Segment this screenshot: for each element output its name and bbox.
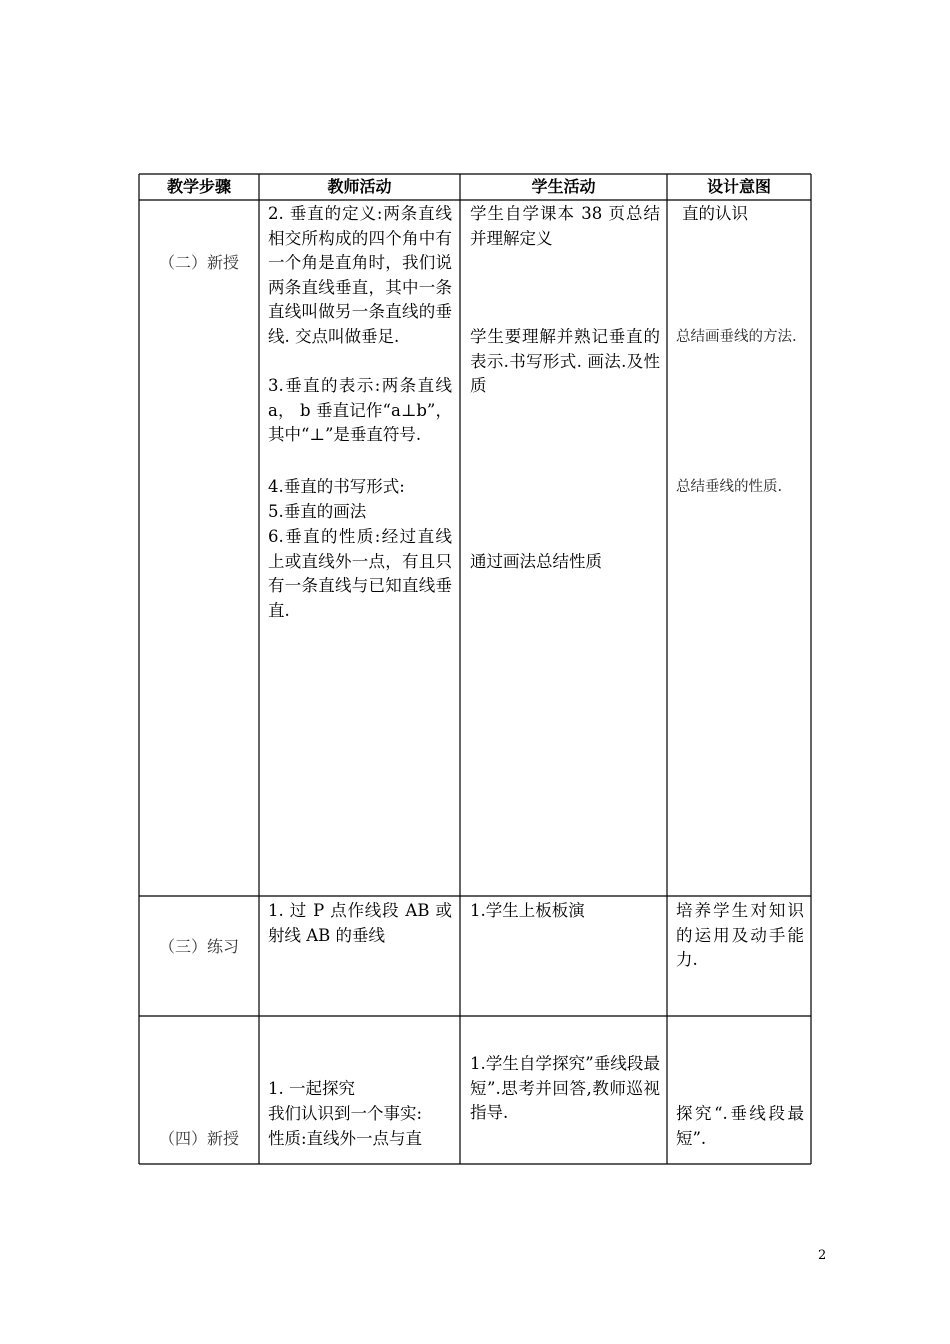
- row1-teacher-property: 6.垂直的性质:经过直线上或直线外一点，有且只有一条直线与已知直线垂直.: [268, 527, 452, 620]
- row1-student-memorize: 学生要理解并熟记垂直的表示.书写形式. 画法.及性质: [470, 327, 660, 395]
- row3-intent-shortest: 探究“.垂线段最短”.: [676, 1104, 804, 1148]
- row1-intent-recognize: 直的认识: [682, 204, 748, 223]
- row2-intent-ability: 培养学生对知识的运用及动手能力.: [676, 901, 804, 969]
- row1-teacher-notation: 3.垂直的表示:两条直线 a， b 垂直记作“a⊥b”，其中“⊥”是垂直符号.: [268, 376, 452, 444]
- page-number: 2: [818, 1248, 827, 1263]
- header-teacher: 教师活动: [327, 177, 392, 196]
- row3-teacher-property: 性质:直线外一点与直: [268, 1129, 423, 1148]
- row3-student-explore: 1.学生自学探究”垂线段最短”.思考并回答,教师巡视指导.: [470, 1054, 660, 1122]
- header-intent: 设计意图: [706, 177, 771, 196]
- row3-teacher-fact: 我们认识到一个事实:: [268, 1104, 423, 1123]
- row3-teacher-explore: 1. 一起探究: [268, 1079, 355, 1098]
- row1-intent-property: 总结垂线的性质.: [676, 479, 783, 495]
- row2-student-board: 1.学生上板板演: [470, 901, 585, 920]
- header-step: 教学步骤: [166, 177, 231, 196]
- row2-teacher-exercise: 1. 过 P 点作线段 AB 或射线 AB 的垂线: [268, 901, 452, 945]
- row1-student-selfstudy: 学生自学课本 38 页总结并理解定义: [470, 204, 660, 248]
- row1-teacher-drawing: 5.垂直的画法: [268, 502, 367, 521]
- row2-step: （三）练习: [158, 937, 239, 956]
- row1-intent-method: 总结画垂线的方法.: [676, 329, 797, 345]
- row1-student-summarize: 通过画法总结性质: [470, 552, 602, 571]
- row1-teacher-definition: 2. 垂直的定义:两条直线相交所构成的四个角中有一个角是直角时，我们说两条直线垂直，其中一条直线叫做另一条直线的垂线. 交点叫做垂足.: [268, 204, 452, 346]
- header-student: 学生活动: [531, 177, 596, 196]
- row1-step: （二）新授: [158, 253, 239, 272]
- row1-teacher-writing: 4.垂直的书写形式:: [268, 477, 405, 496]
- row3-step: （四）新授: [158, 1129, 239, 1148]
